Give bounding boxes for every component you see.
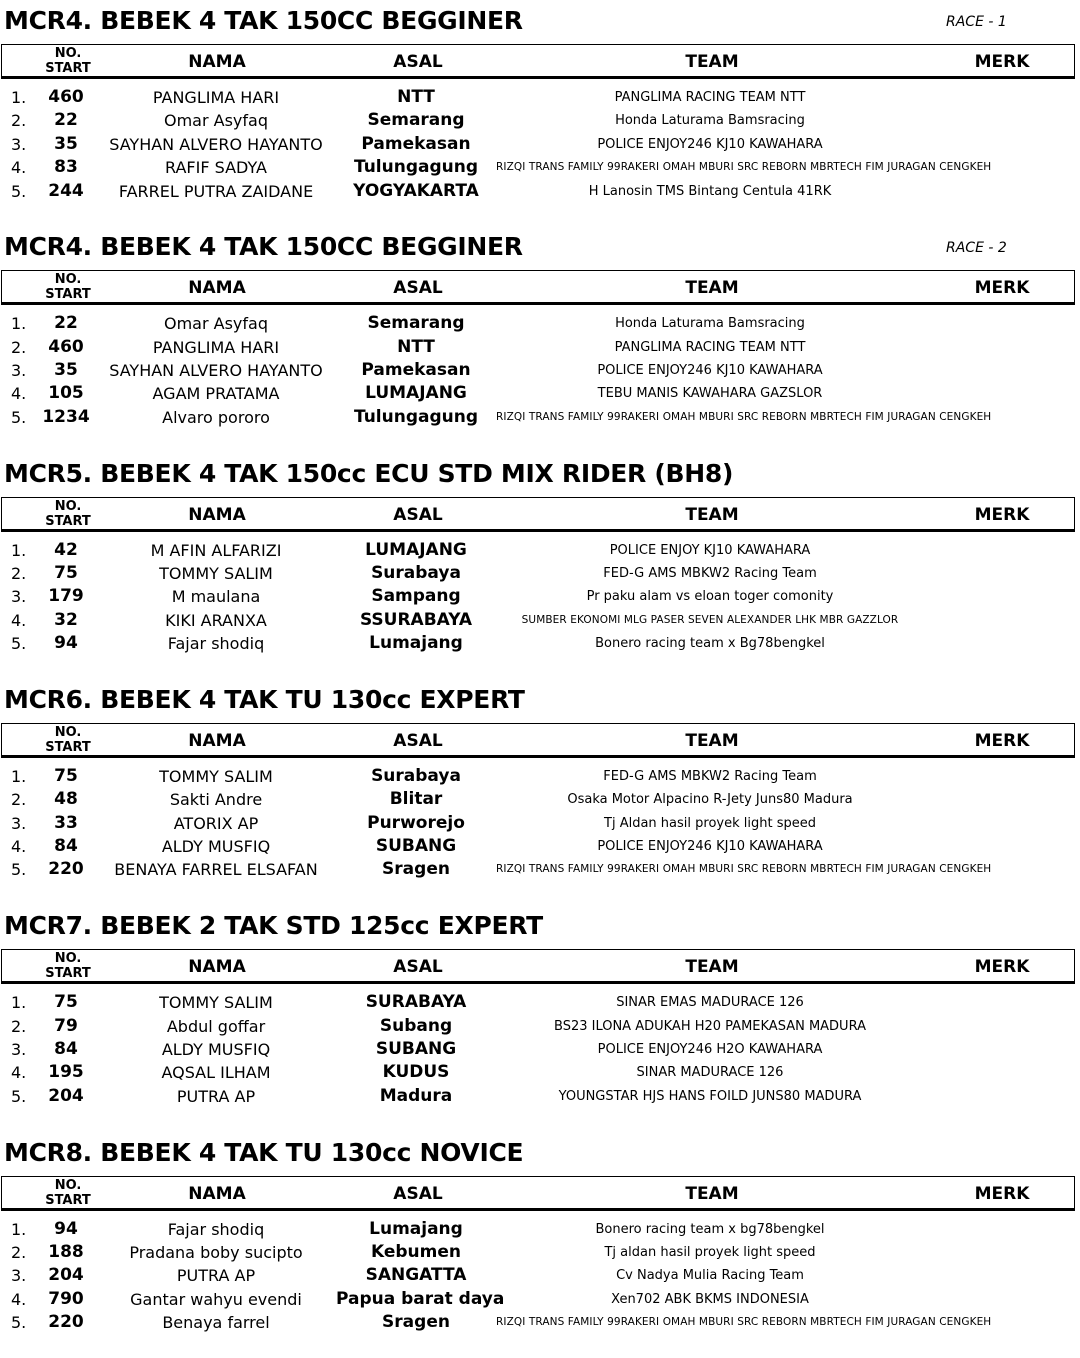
position-cell: 5. [11,634,27,654]
position-cell: 3. [11,587,27,607]
position-cell: 1. [11,1219,27,1239]
header-team: TEAM [685,504,739,525]
position-cell: 1. [11,314,27,334]
header-asal: ASAL [393,278,443,299]
race-section [0,453,1080,679]
origin-cell: Lumajang [369,633,463,654]
header-asal: ASAL [393,730,443,751]
position-cell: 4. [11,837,27,857]
rider-name-cell: Benaya farrel [162,1313,270,1333]
team-cell: SINAR EMAS MADURACE 126 [616,995,804,1011]
header-merk: MERK [974,957,1030,978]
position-cell: 4. [11,610,27,630]
position-cell: 3. [11,1266,27,1286]
race-section [0,226,1080,452]
origin-cell: Madura [379,1085,453,1106]
origin-cell: YOGYAKARTA [353,180,479,201]
team-cell: Honda Laturama Bamsracing [615,113,805,129]
origin-cell: SANGATTA [365,1265,467,1286]
origin-cell: NTT [397,336,435,357]
origin-cell: SURABAYA [365,992,467,1013]
start-number-cell: 204 [48,1085,84,1106]
origin-cell: SSURABAYA [359,609,473,630]
position-cell: 1. [11,540,27,560]
table-row [0,858,1080,881]
team-cell: BS23 ILONA ADUKAH H20 PAMEKASAN MADURA [554,1018,866,1034]
team-cell: POLICE ENJOY KJ10 KAWAHARA [609,542,811,558]
table-row [0,156,1080,179]
origin-cell: Sragen [382,859,450,880]
position-cell: 3. [11,361,27,381]
origin-cell: Surabaya [371,765,461,786]
header-merk: MERK [974,504,1030,525]
start-number-cell: 204 [48,1265,84,1286]
position-cell: 2. [11,337,27,357]
table-row [0,1241,1080,1264]
team-cell: YOUNGSTAR HJS HANS FOILD JUNS80 MADURA [558,1088,862,1104]
team-cell: FED-G AMS MBKW2 Racing Team [603,768,817,784]
rider-name-cell: Omar Asyfaq [164,111,268,131]
start-number-cell: 33 [54,812,78,833]
header-asal: ASAL [393,1183,443,1204]
table-row [0,86,1080,109]
team-cell: Tj aldan hasil proyek light speed [604,1244,816,1260]
header-no-start: NO. START [45,272,91,303]
position-cell: 4. [11,1063,27,1083]
header-nama: NAMA [188,957,246,978]
start-number-cell: 35 [54,133,78,154]
start-number-cell: 83 [54,157,78,178]
origin-cell: Blitar [389,789,443,810]
race-label: RACE - 2 [946,240,1007,257]
rider-name-cell: Omar Asyfaq [164,314,268,334]
rider-name-cell: RAFIF SADYA [165,158,267,178]
position-cell: 1. [11,88,27,107]
start-number-cell: 42 [54,539,78,560]
race-section [0,1132,1080,1358]
table-header [1,270,1075,305]
rider-name-cell: Fajar shodiq [167,634,265,654]
rider-name-cell: M maulana [171,587,261,607]
rider-name-cell: FARREL PUTRA ZAIDANE [118,181,314,201]
table-row [0,1015,1080,1038]
team-cell: PANGLIMA RACING TEAM NTT [614,90,806,105]
rider-name-cell: Pradana boby sucipto [129,1242,303,1262]
team-cell: Tj Aldan hasil proyek light speed [604,815,816,831]
table-row [0,1288,1080,1311]
team-cell: TEBU MANIS KAWAHARA GAZSLOR [597,386,823,402]
start-number-cell: 22 [54,313,78,334]
table-row [0,336,1080,359]
origin-cell: Pamekasan [361,133,471,154]
position-cell: 5. [11,181,27,201]
header-team: TEAM [685,52,739,72]
header-team: TEAM [685,730,739,751]
origin-cell: KUDUS [382,1062,450,1083]
rider-name-cell: AQSAL ILHAM [161,1063,271,1083]
start-number-cell: 244 [48,180,84,201]
race-label: RACE - 1 [946,14,1007,30]
section-title: MCR4. BEBEK 4 TAK 150CC BEGGINER [4,232,523,262]
position-cell: 5. [11,860,27,880]
position-cell: 4. [11,1289,27,1309]
origin-cell: Surabaya [371,562,461,583]
position-cell: 4. [11,158,27,178]
team-cell: Cv Nadya Mulia Racing Team [616,1268,804,1284]
table-row [0,1085,1080,1108]
rider-name-cell: M AFIN ALFARIZI [150,540,282,560]
rider-name-cell: AGAM PRATAMA [152,384,280,404]
race-section [0,905,1080,1131]
origin-cell: Sampang [371,586,461,607]
position-cell: 2. [11,563,27,583]
team-cell: POLICE ENJOY246 H2O KAWAHARA [597,1041,823,1057]
header-nama: NAMA [188,52,246,72]
rider-name-cell: Fajar shodiq [167,1219,265,1239]
start-number-cell: 179 [48,586,84,607]
header-asal: ASAL [393,504,443,525]
table-row [0,1311,1080,1334]
team-cell: H Lanosin TMS Bintang Centula 41RK [588,183,832,199]
rider-name-cell: ALDY MUSFIQ [161,837,271,857]
header-merk: MERK [974,278,1030,299]
rider-name-cell: TOMMY SALIM [159,563,273,583]
table-row [0,835,1080,858]
origin-cell: Tulungagung [353,157,479,178]
team-cell: POLICE ENJOY246 KJ10 KAWAHARA [597,363,823,379]
rider-name-cell: Alvaro pororo [162,407,270,427]
header-merk: MERK [974,52,1030,72]
race-section [0,0,1080,226]
start-number-cell: 75 [54,765,78,786]
table-row [0,562,1080,585]
origin-cell: Semarang [367,313,465,334]
team-cell: RIZQI TRANS FAMILY 99RAKERI OMAH MBURI SRC REBORN MBRTECH FIM JURAGAN CENGKEH [496,1316,992,1329]
start-number-cell: 105 [48,383,84,404]
table-row [0,539,1080,562]
table-row [0,765,1080,788]
rider-name-cell: PUTRA AP [176,1086,256,1106]
team-cell: PANGLIMA RACING TEAM NTT [614,339,806,355]
rider-name-cell: TOMMY SALIM [159,993,273,1013]
table-row [0,609,1080,632]
header-merk: MERK [974,1183,1030,1204]
start-number-cell: 84 [54,836,78,857]
start-number-cell: 220 [48,1312,84,1333]
team-cell: Bonero racing team x Bg78bengkel [595,636,825,652]
origin-cell: Lumajang [369,1218,463,1239]
origin-cell: LUMAJANG [365,539,467,560]
position-cell: 1. [11,766,27,786]
header-merk: MERK [974,730,1030,751]
header-asal: ASAL [393,52,443,72]
header-nama: NAMA [188,1183,246,1204]
rider-name-cell: Sakti Andre [169,790,263,810]
table-row [0,585,1080,608]
position-cell: 5. [11,1313,27,1333]
origin-cell: Sragen [382,1312,450,1333]
header-nama: NAMA [188,278,246,299]
header-team: TEAM [685,1183,739,1204]
section-title: MCR7. BEBEK 2 TAK STD 125cc EXPERT [4,911,543,941]
table-header [1,949,1075,984]
start-number-cell: 48 [54,789,78,810]
position-cell: 5. [11,1086,27,1106]
start-number-cell: 84 [54,1038,78,1059]
table-row [0,109,1080,132]
team-cell: Honda Laturama Bamsracing [615,316,805,332]
team-cell: POLICE ENJOY246 KJ10 KAWAHARA [597,136,823,152]
origin-cell: Purworejo [367,812,465,833]
origin-cell: Kebumen [370,1241,462,1262]
table-row [0,382,1080,405]
position-cell: 2. [11,1016,27,1036]
start-number-cell: 460 [48,87,84,107]
position-cell: 5. [11,407,27,427]
table-row [0,180,1080,203]
team-cell: SINAR MADURACE 126 [636,1065,784,1081]
start-number-cell: 188 [48,1241,84,1262]
team-cell: Pr paku alam vs eloan toger comonity [586,589,834,605]
rider-name-cell: SAYHAN ALVERO HAYANTO [109,134,323,154]
start-number-cell: 75 [54,562,78,583]
table-row [0,1264,1080,1287]
origin-cell: Papua barat daya [336,1288,505,1309]
table-header [1,1176,1075,1211]
table-row [0,991,1080,1014]
team-cell: Xen702 ABK BKMS INDONESIA [611,1291,809,1307]
origin-cell: Pamekasan [361,360,471,381]
rider-name-cell: PUTRA AP [176,1266,256,1286]
team-cell: RIZQI TRANS FAMILY 99RAKERI OMAH MBURI SRC REBORN MBRTECH FIM JURAGAN CENGKEH [496,410,992,423]
start-number-cell: 1234 [42,406,90,427]
header-asal: ASAL [393,957,443,978]
table-row [0,312,1080,335]
header-nama: NAMA [188,504,246,525]
start-number-cell: 790 [48,1288,84,1309]
team-cell: SUMBER EKONOMI MLG PASER SEVEN ALEXANDER LHK MBR GAZZLOR [521,613,899,626]
start-number-cell: 79 [54,1015,78,1036]
rider-name-cell: PANGLIMA HARI [152,337,280,357]
table-row [0,406,1080,429]
start-number-cell: 32 [54,609,78,630]
rider-name-cell: ALDY MUSFIQ [161,1039,271,1059]
origin-cell: SUBANG [375,1038,457,1059]
table-row [0,1038,1080,1061]
table-row [0,1061,1080,1084]
table-row [0,1218,1080,1241]
table-row [0,133,1080,156]
section-title: MCR4. BEBEK 4 TAK 150CC BEGGINER [4,6,523,35]
position-cell: 2. [11,790,27,810]
start-number-cell: 35 [54,360,78,381]
origin-cell: Subang [379,1015,453,1036]
rider-name-cell: BENAYA FARREL ELSAFAN [114,860,318,880]
start-number-cell: 220 [48,859,84,880]
origin-cell: Tulungagung [353,406,479,427]
table-row [0,359,1080,382]
rider-name-cell: Abdul goffar [166,1016,266,1036]
origin-cell: NTT [397,87,435,107]
origin-cell: LUMAJANG [365,383,467,404]
rider-name-cell: KIKI ARANXA [165,610,267,630]
position-cell: 1. [11,993,27,1013]
header-no-start: NO. START [45,498,91,529]
start-number-cell: 460 [48,336,84,357]
rider-name-cell: Gantar wahyu evendi [130,1289,302,1309]
start-number-cell: 22 [54,110,78,131]
table-row [0,632,1080,655]
start-number-cell: 94 [54,1218,78,1239]
position-cell: 3. [11,813,27,833]
race-section [0,679,1080,905]
team-cell: RIZQI TRANS FAMILY 99RAKERI OMAH MBURI SRC REBORN MBRTECH FIM JURAGAN CENGKEH [496,161,992,174]
start-number-cell: 195 [48,1062,84,1083]
position-cell: 2. [11,1242,27,1262]
team-cell: POLICE ENJOY246 KJ10 KAWAHARA [597,839,823,855]
header-nama: NAMA [188,730,246,751]
rider-name-cell: ATORIX AP [173,813,259,833]
rider-name-cell: PANGLIMA HARI [152,88,280,107]
origin-cell: SUBANG [375,836,457,857]
rider-name-cell: TOMMY SALIM [159,766,273,786]
start-number-cell: 75 [54,992,78,1013]
table-header [1,497,1075,532]
position-cell: 3. [11,134,27,154]
section-title: MCR5. BEBEK 4 TAK 150cc ECU STD MIX RIDER (BH8) [4,458,734,488]
rider-name-cell: SAYHAN ALVERO HAYANTO [109,361,323,381]
table-row [0,812,1080,835]
header-no-start: NO. START [45,724,91,755]
team-cell: FED-G AMS MBKW2 Racing Team [603,565,817,581]
team-cell: RIZQI TRANS FAMILY 99RAKERI OMAH MBURI SRC REBORN MBRTECH FIM JURAGAN CENGKEH [496,863,992,876]
start-number-cell: 94 [54,633,78,654]
position-cell: 4. [11,384,27,404]
origin-cell: Semarang [367,110,465,131]
header-team: TEAM [685,278,739,299]
position-cell: 3. [11,1039,27,1059]
header-no-start: NO. START [45,951,91,982]
table-header [1,44,1075,79]
table-row [0,788,1080,811]
team-cell: Osaka Motor Alpacino R-Jety Juns80 Madura [567,792,853,808]
team-cell: Bonero racing team x bg78bengkel [595,1221,825,1237]
header-no-start: NO. START [45,1177,91,1208]
table-header [1,723,1075,758]
header-no-start: NO. START [45,46,91,76]
position-cell: 2. [11,111,27,131]
header-team: TEAM [685,957,739,978]
section-title: MCR8. BEBEK 4 TAK TU 130cc NOVICE [4,1137,524,1167]
section-title: MCR6. BEBEK 4 TAK TU 130cc EXPERT [4,684,525,714]
